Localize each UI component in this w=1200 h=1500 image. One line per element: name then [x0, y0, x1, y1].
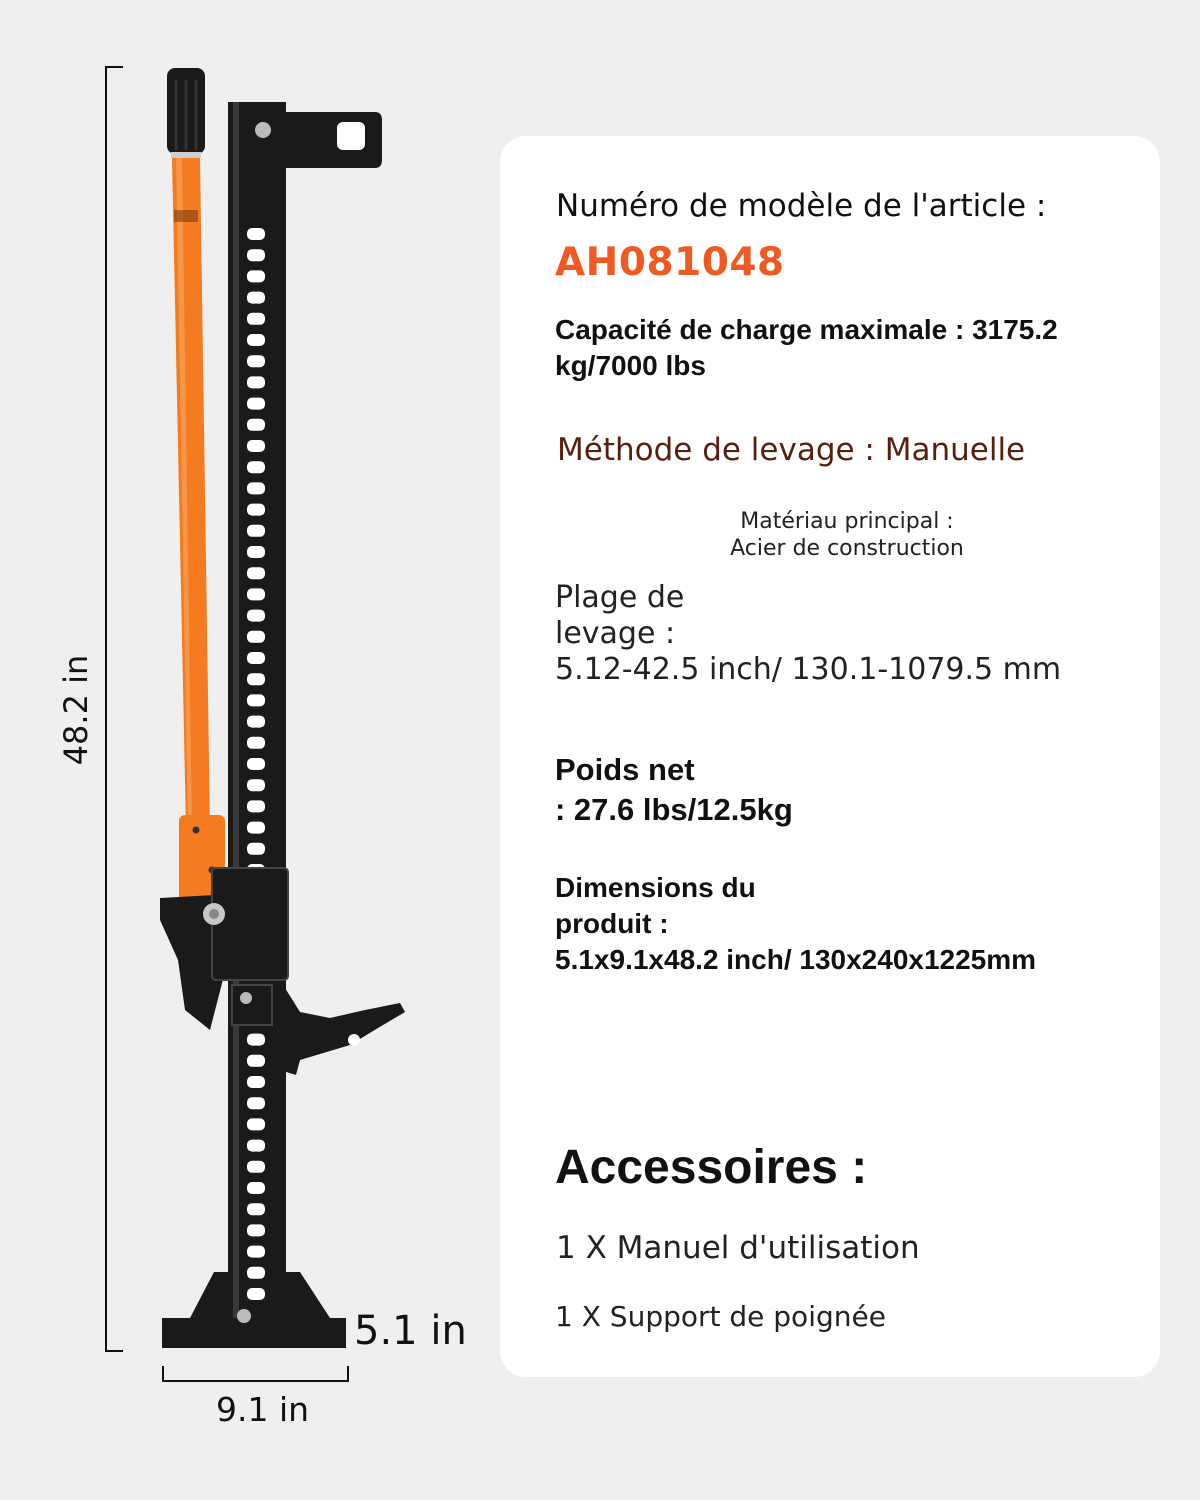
handle-bar: [172, 158, 210, 830]
depth-dimension-label: 5.1 in: [354, 1308, 467, 1354]
bar-hole: [247, 716, 265, 728]
bar-hole: [247, 525, 265, 537]
handle-label-sticker: [174, 210, 198, 222]
top-clamp-hole: [337, 122, 365, 150]
bar-hole: [247, 1140, 265, 1152]
bar-hole: [247, 1034, 265, 1046]
bar-hole: [247, 1224, 265, 1236]
bar-hole: [247, 461, 265, 473]
bar-hole: [247, 398, 265, 410]
bar-hole: [247, 567, 265, 579]
bar-hole: [247, 1246, 265, 1258]
model-number-label: Numéro de modèle de l'article :: [556, 188, 1047, 224]
bar-hole: [247, 1097, 265, 1109]
bar-hole: [247, 1055, 265, 1067]
accessories-title: Accessoires :: [555, 1141, 868, 1194]
top-bolt: [255, 122, 271, 138]
bar-hole: [247, 1203, 265, 1215]
net-weight: Poids net : 27.6 lbs/12.5kg: [555, 752, 793, 827]
bar-hole: [247, 800, 265, 812]
bar-hole: [247, 292, 265, 304]
accessory-item: 1 X Support de poignée: [555, 1300, 886, 1333]
lifting-range: Plage de levage : 5.12-42.5 inch/ 130.1-1079.5 mm: [555, 580, 1062, 687]
bar-hole: [247, 249, 265, 261]
bar-hole: [247, 737, 265, 749]
bar-hole: [247, 482, 265, 494]
bar-hole: [247, 270, 265, 282]
bar-hole: [247, 652, 265, 664]
climbing-pin-housing: [212, 868, 288, 980]
bar-hole: [247, 694, 265, 706]
bar-hole: [247, 419, 265, 431]
height-dimension-bracket: [105, 66, 123, 1352]
bar-hole: [247, 822, 265, 834]
bar-hole: [247, 631, 265, 643]
bar-hole: [247, 843, 265, 855]
bar-hole: [247, 1182, 265, 1194]
bar-hole: [247, 1267, 265, 1279]
product-dimensions: Dimensions du produit : 5.1x9.1x48.2 inch/ 130x240x1225mm: [555, 872, 1037, 975]
bar-hole: [247, 1118, 265, 1130]
lifting-nose: [280, 980, 405, 1075]
bar-hole: [247, 1161, 265, 1173]
accessory-item: 1 X Manuel d'utilisation: [556, 1230, 920, 1266]
bar-hole: [247, 440, 265, 452]
bar-hole: [247, 758, 265, 770]
bar-hole: [247, 673, 265, 685]
max-load-capacity: Capacité de charge maximale : 3175.2 kg/7000 lbs: [555, 314, 1058, 381]
bar-hole: [247, 334, 265, 346]
bar-hole: [247, 1288, 265, 1300]
bar-hole: [247, 504, 265, 516]
width-dimension-label: 9.1 in: [216, 1390, 310, 1429]
height-dimension-label: 48.2 in: [57, 654, 95, 766]
bar-hole: [247, 1076, 265, 1088]
bar-hole: [247, 355, 265, 367]
bar-hole: [247, 779, 265, 791]
base-bolt: [237, 1309, 251, 1323]
bar-hole: [247, 546, 265, 558]
main-material: Matériau principal : Acier de construction: [730, 509, 964, 561]
bar-hole: [247, 313, 265, 325]
spec-card: [500, 136, 1160, 1377]
bar-hole: [247, 228, 265, 240]
bar-hole: [247, 610, 265, 622]
width-dimension-bracket: [162, 1366, 349, 1382]
bar-hole: [247, 376, 265, 388]
farm-jack-image: [150, 60, 420, 1360]
lifting-method: Méthode de levage : Manuelle: [557, 432, 1026, 468]
model-number-value: AH081048: [555, 240, 785, 285]
bar-hole: [247, 588, 265, 600]
